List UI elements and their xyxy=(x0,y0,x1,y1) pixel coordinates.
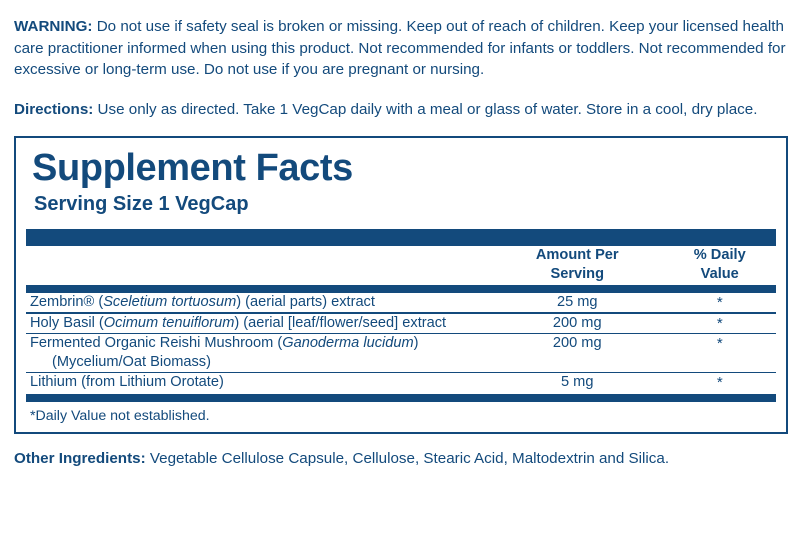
ingredient-amount: 200 mg xyxy=(552,314,602,331)
supplement-facts-rows xyxy=(26,293,776,392)
table-row xyxy=(26,314,776,333)
ingredient-name-pre: Fermented Organic Reishi Mushroom ( xyxy=(30,335,283,352)
ingredient-name-pre: Zembrin® ( xyxy=(30,293,104,310)
supplement-facts-panel xyxy=(14,136,788,434)
ingredient-name-post: ) xyxy=(413,335,419,352)
facts-header-row xyxy=(26,246,776,282)
directions-label: Directions: xyxy=(14,100,94,118)
table-row xyxy=(26,293,776,312)
supplement-facts-table xyxy=(26,246,776,282)
other-ingredients-label: Other Ingredients: xyxy=(14,450,146,468)
ingredient-amount: 200 mg xyxy=(552,335,602,352)
ingredient-name-sub: (Mycelium/Oat Biomass) xyxy=(52,353,211,370)
ingredient-name-pre: Lithium (from Lithium Orotate) xyxy=(30,374,224,391)
table-row xyxy=(26,373,776,392)
warning-paragraph xyxy=(14,16,788,81)
ingredient-name xyxy=(26,293,491,312)
ingredient-name-latin: Sceletium tortuosum xyxy=(103,293,237,310)
facts-bottom-rule xyxy=(26,394,776,402)
facts-header-rule xyxy=(26,285,776,293)
directions-text: Use only as directed. Take 1 VegCap daily with a meal or glass of water. Store in a cool, dry place. xyxy=(93,100,758,118)
ingredient-name xyxy=(26,334,491,371)
ingredient-amount: 5 mg xyxy=(561,374,594,391)
ingredient-daily-value: * xyxy=(716,314,723,332)
ingredient-daily-value: * xyxy=(716,374,723,392)
amount-line-1: Amount Per xyxy=(535,247,619,264)
ingredient-name-latin: Ocimum tenuiflorum xyxy=(103,314,235,331)
ingredient-amount: 25 mg xyxy=(556,293,598,310)
ingredient-name xyxy=(26,314,491,333)
warning-text: Do not use if safety seal is broken or missing. Keep out of reach of children. Keep your licensed health care practitioner informed when using this product. Not recommended for infants or toddlers. Not recommended for excessive or long-term use. Do not use if you are pregnant or nursing. xyxy=(14,18,786,79)
directions-paragraph xyxy=(14,99,788,121)
facts-top-rule xyxy=(26,229,776,246)
facts-header-daily-value xyxy=(664,246,777,282)
ingredient-name-post: ) (aerial parts) extract xyxy=(236,293,375,310)
table-row xyxy=(26,334,776,371)
dv-line-2: Value xyxy=(700,265,739,282)
supplement-facts-title: Supplement Facts xyxy=(32,147,353,190)
ingredient-name-pre: Holy Basil ( xyxy=(30,314,104,331)
warning-label: WARNING: xyxy=(14,18,93,35)
serving-size: Serving Size 1 VegCap xyxy=(34,193,249,216)
other-ingredients-text: Vegetable Cellulose Capsule, Cellulose, Stearic Acid, Maltodextrin and Silica. xyxy=(145,450,670,468)
ingredient-name-latin: Ganoderma lucidum xyxy=(282,335,414,352)
dv-line-1: % Daily xyxy=(693,247,746,264)
facts-header-amount xyxy=(491,246,664,282)
other-ingredients-paragraph xyxy=(14,448,788,469)
daily-value-footnote: *Daily Value not established. xyxy=(30,408,210,425)
ingredient-daily-value: * xyxy=(716,293,723,311)
ingredient-name-post: ) (aerial [leaf/flower/seed] extract xyxy=(234,314,447,331)
facts-header-blank xyxy=(26,246,491,282)
ingredient-name xyxy=(26,373,491,392)
amount-line-2: Serving xyxy=(550,265,605,282)
ingredient-daily-value: * xyxy=(716,335,723,353)
